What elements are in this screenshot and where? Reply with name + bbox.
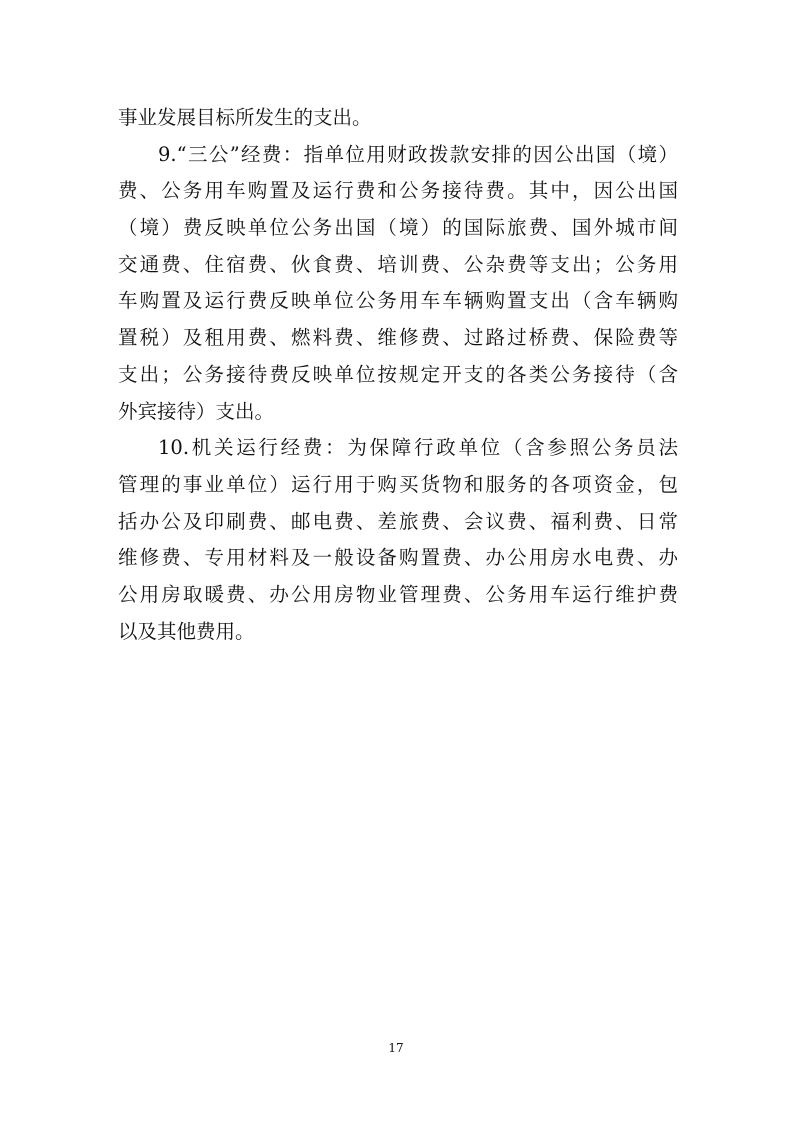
text-line: 括办公及印刷费、邮电费、差旅费、会议费、福利费、日常 <box>118 509 678 533</box>
text-line: 外宾接待）支出。 <box>118 399 275 423</box>
text-line: 支出；公务接待费反映单位按规定开支的各类公务接待（含 <box>118 362 678 386</box>
page-number: 17 <box>388 1041 404 1055</box>
text-line: 10.机关运行经费：为保障行政单位（含参照公务员法 <box>158 436 678 460</box>
text-line: （境）费反映单位公务出国（境）的国际旅费、国外城市间 <box>118 216 678 240</box>
paragraph-continuation <box>118 100 678 137</box>
text-line: 置税）及租用费、燃料费、维修费、过路过桥费、保险费等 <box>118 326 678 350</box>
text-line: 公用房取暖费、办公用房物业管理费、公务用车运行维护费 <box>118 582 678 606</box>
text-line: 费、公务用车购置及运行费和公务接待费。其中，因公出国 <box>118 179 678 203</box>
text-line: 交通费、住宿费、伙食费、培训费、公杂费等支出；公务用 <box>118 252 678 276</box>
text-line: 维修费、专用材料及一般设备购置费、办公用房水电费、办 <box>118 546 678 570</box>
text-line: 事业发展目标所发生的支出。 <box>118 106 372 129</box>
paragraph-item-9 <box>118 137 678 431</box>
text-line: 管理的事业单位）运行用于购买货物和服务的各项资金，包 <box>118 472 678 496</box>
text-line: 9.“三公”经费：指单位用财政拨款安排的因公出国（境） <box>158 142 678 166</box>
paragraph-item-10 <box>118 430 678 650</box>
text-line: 车购置及运行费反映单位公务用车车辆购置支出（含车辆购 <box>118 289 678 313</box>
text-line: 以及其他费用。 <box>118 619 255 643</box>
page-body <box>118 100 678 650</box>
